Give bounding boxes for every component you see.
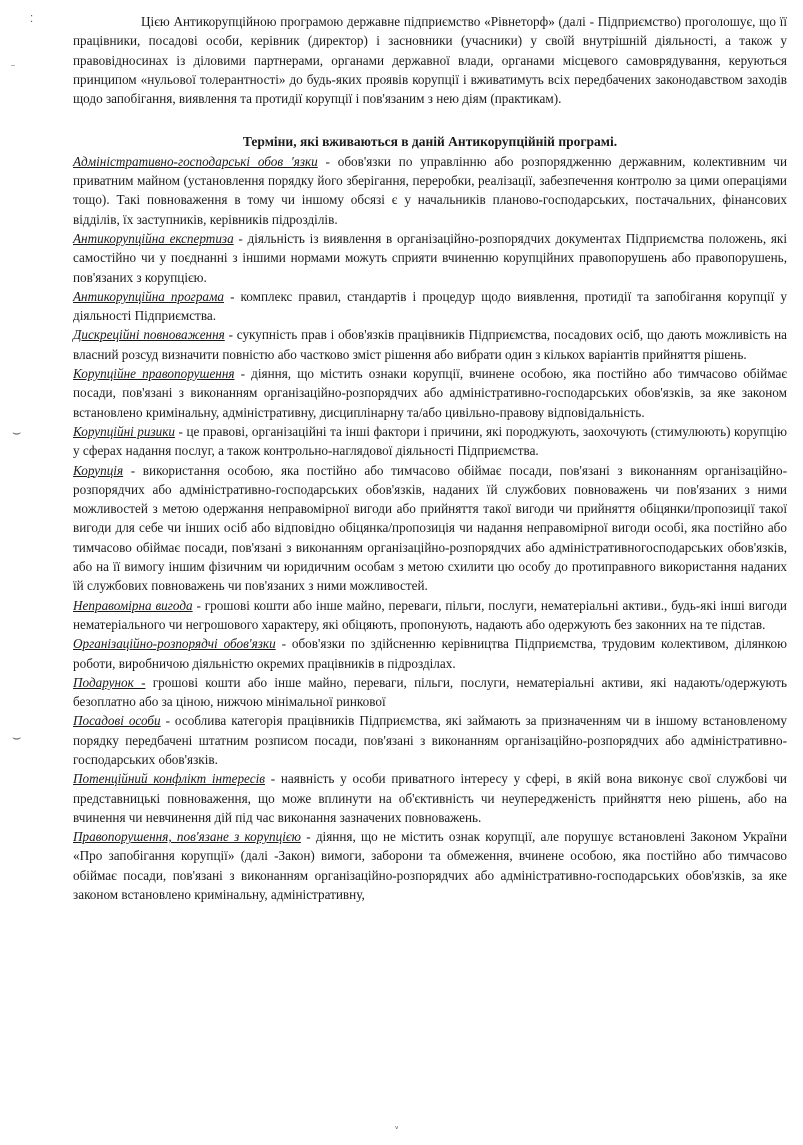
term-definition (73, 364, 787, 422)
term-text: - сукупність прав і обов'язків працівників Підприємства, посадових осіб, що дають можливість на власний розсуд визначити повністю або частково зміст рішення або вибрати один з кількох варіантів прийняття рішень. (73, 327, 787, 362)
term-definition (73, 634, 787, 673)
term-name: Корупційні ризики (73, 423, 175, 439)
term-definition (73, 769, 787, 827)
term-name: Антикорупційна програма (73, 288, 225, 304)
term-name: Подарунок - (73, 674, 146, 690)
term-text: - наявність у особи приватного інтересу у сфері, в якій вона виконує свої службові чи представницькі повноваження, що може вплинути на об'єктивність чи неупередженість прийняття нею рішень, або на вчинення чи невчинення дій під час виконання зазначених повноважень. (73, 771, 787, 825)
term-text: - обов'язки по управлінню або розпорядженню державним, колективним чи приватним майном (установлення порядку його зберігання, переробки, реалізації, забезпечення контролю за цими операціями тощо). Такі повноваження в тому чи іншому обсязі є у начальників планово-господарських, постачальних, фінансових відділів, їх заступників, керівників підрозділів. (73, 153, 787, 227)
term-text: - діяння, що містить ознаки корупції, вчинене особою, яка постійно або тимчасово обіймає посади, пов'язані з виконанням організаційно-розпорядчих або адміністративно-господарських обов'язків, за яке законом встановлено кримінальну, адміністративну, дисциплінарну та/або цивільно-правову відповідальність. (73, 366, 787, 420)
section-heading: Терміни, які вживаються в даній Антикорупційній програмі. (242, 134, 618, 150)
term-name: Організаційно-розпорядчі обов'язки (73, 636, 276, 652)
term-name: Дискреційні повноваження (73, 327, 225, 343)
term-definition (73, 673, 787, 712)
intro-paragraph: Цією Антикорупційною програмою державне підприємство «Рівнеторф» (далі - Підприємство) проголошує, що її працівники, посадові особи, керівник (директор) і засновники (учасники) у своїй внутрішній діяльності, а також у правовідносинах із діловими партнерами, органами державної влади, органами місцевого самоврядування, керуються принципом «нульової толерантності» до будь-яких проявів корупції і вживатимуть всіх передбачених законодавством заходів щодо запобігання, виявлення та протидії корупції і пов'язаним з нею діям (практикам). (73, 14, 787, 107)
term-name: Посадові особи (73, 713, 161, 729)
terms-list (73, 152, 787, 905)
scan-artifact: ⌣ (12, 730, 22, 746)
term-definition (73, 152, 787, 229)
term-definition (73, 422, 787, 461)
term-definition (73, 229, 787, 287)
term-name: Корупційне правопорушення (73, 366, 235, 382)
scan-artifact: ﹣ (8, 60, 18, 71)
term-definition (73, 461, 787, 596)
term-name: Правопорушення, пов'язане з корупцією (73, 829, 301, 845)
term-name: Неправомірна вигода (73, 597, 193, 613)
scan-artifact: ⁚ (30, 14, 34, 25)
term-text: - діяння, що не містить ознак корупції, але порушує встановлені Законом України «Про запобігання корупції» (далі -Закон) вимоги, заборони та обмеження, вчинене особою, яка постійно або тимчасово обіймає посади, пов'язані з виконанням організаційно-розпорядчих або адміністративно-господарських обов'язків, за яке законом встановлено кримінальну, адміністративну, (73, 829, 787, 903)
term-definition (73, 287, 787, 326)
term-text: - особлива категорія працівників Підприємства, які займають за призначенням чи в іншому встановленому порядку передбачені штатним розписом посади, пов'язані з виконанням організаційно-розпорядчих або адміністративно-господарських обов'язків. (73, 713, 787, 767)
term-definition (73, 827, 787, 904)
term-name: Антикорупційна експертиза (73, 230, 234, 246)
term-name: Корупція (73, 462, 124, 478)
term-definition (73, 711, 787, 769)
term-definition (73, 596, 787, 635)
term-text: - комплекс правил, стандартів і процедур щодо виявлення, протидії та запобігання корупції у діяльності Підприємства. (73, 288, 787, 324)
term-text: - грошові кошти або інше майно, переваги, пільги, послуги, нематеріальні активи., будь-які інші вигоди нематеріального чи негрошового характеру, які обіцяють, пропонують, надають або одержують без законних на те підстав. (73, 597, 787, 632)
term-text: - це правові, організаційні та інші фактори і причини, які породжують, заохочують (стимулюють) корупцію у сферах надання послуг, а також контрольно-наглядової діяльності Підприємства. (73, 423, 787, 459)
term-name: Потенційний конфлікт інтересів (73, 771, 265, 787)
term-text: - обов'язки по здійсненню керівництва Підприємства, трудовим колективом, ділянкою роботи, виробничою діяльністю окремих працівників в підрозділах. (73, 636, 787, 671)
term-text: грошові кошти або інше майно, переваги, пільги, послуги, нематеріальні активи, які надають/одержують безоплатно або за ціною, нижчою мінімальної ринкової (73, 674, 787, 710)
term-definition (73, 325, 787, 364)
document-body (73, 12, 787, 904)
term-text: - діяльність із виявлення в організаційно-розпорядчих документах Підприємства положень, які самостійно чи у поєднанні з іншими нормами можуть сприяти вчиненню корупційних правопорушень або правопорушень, пов'язаних з корупцією. (73, 230, 787, 285)
term-name: Адміністративно-господарські обов 'язки (73, 153, 318, 169)
scan-artifact: ⌣ (12, 425, 22, 441)
page-footer-mark: ᵥ (395, 1122, 399, 1132)
term-text: - використання особою, яка постійно або тимчасово обіймає посади, пов'язані з виконанням організаційно-розпорядчих або адміністративно-господарських обов'язків, наданих їй службових повноважень чи пов'язаних з ними можливостей з метою одержання неправомірної вигоди або прийняття такої вигоди чи прийняття обіцянки/пропозиції такої вигоди для себе чи інших осіб або відповідно обіцянка/пропозиція чи надання неправомірної вигоди особі, яка постійно або тимчасово обіймає посади, пов'язані з виконанням організаційно-розпорядчих або адміністративногосподарських обов'язків, або на її вимогу іншим фізичним чи юридичним особам з метою схилити цю особу до протиправного використання наданих їй службових повноважень чи пов'язаних з ними можливостей. (73, 462, 787, 594)
